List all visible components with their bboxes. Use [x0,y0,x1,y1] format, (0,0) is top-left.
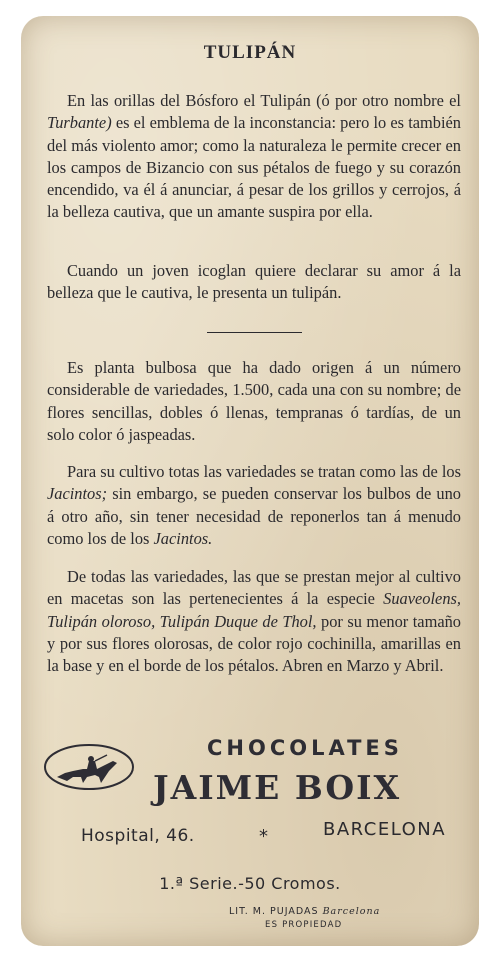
tobacco-card [21,16,479,946]
brand-chocolates: CHOCOLATES [207,736,403,760]
paragraph-5-text-a: De todas las variedades, las que se prestan mejor al cultivo en macetas son las pertenecientes á la especie [47,567,461,609]
paragraph-1 [47,90,461,224]
paragraph-1-italic: Turbante) [47,113,112,133]
paragraph-1-text-b: es el emblema de la inconstancia: pero lo es también del más violento amor; como la naturaleza le permite crecer en los campos de Bizancio con sus pétalos de fuego y su corazón encendido, va él á anunciar, á pesar de los grillos y cerrojos, á la belleza cautiva, que un amante suspira por ella. [47,113,461,222]
section-divider [207,332,302,333]
paragraph-4 [47,461,461,550]
paragraph-4-text-a: Para su cultivo totas las variedades se tratan como las de los [67,462,461,481]
lithographer-city: Barcelona [322,906,381,917]
paragraph-4-italic-b: Jacintos. [153,528,213,548]
city: BARCELONA [323,819,447,840]
star-separator: * [259,826,268,847]
paragraph-5-text-b: por su menor tamaño y por sus flores olorosas, de color rojo cochinilla, amarillas en la base y en el borde de los pétalos. Abren en Marzo y Abril. [47,611,461,676]
paragraph-4-italic-a: Jacintos; [47,484,108,504]
property-notice: ES PROPIEDAD [265,920,343,930]
series-label: 1.ª Serie.-50 Cromos. [159,874,341,893]
card-title: TULIPÁN [203,42,297,63]
paragraph-3: Es planta bulbosa que ha dado origen á un número considerable de variedades, 1.500, cada una con su nombre; de flores sencillas, dobles ó llenas, tempranas ó tardías, de un solo color ó jaspeadas. [47,358,461,444]
paragraph-2: Cuando un joven icoglan quiere declarar su amor á la belleza que le cautiva, le presenta un tulipán. [47,261,461,303]
paragraph-4-text-b: sin embargo, se pueden conservar los bulbos de uno á otro año, sin tener necesidad de reponerlos tan á menudo como los de los [47,484,461,548]
lithographer-name: LIT. M. PUJADAS [229,906,319,917]
paragraph-5 [47,566,461,677]
lithographer-credit [229,906,380,917]
paragraph-1-text-a: En las orillas del Bósforo el Tulipán (ó por otro nombre el [67,91,461,110]
brand-jaime-boix: JAIME BOIX [153,768,402,807]
horse-rider-logo-icon [43,743,135,791]
paragraph-5-italic: Suaveolens, Tulipán oloroso, Tulipán Duque de Thol, [47,589,461,631]
address: Hospital, 46. [81,826,195,846]
